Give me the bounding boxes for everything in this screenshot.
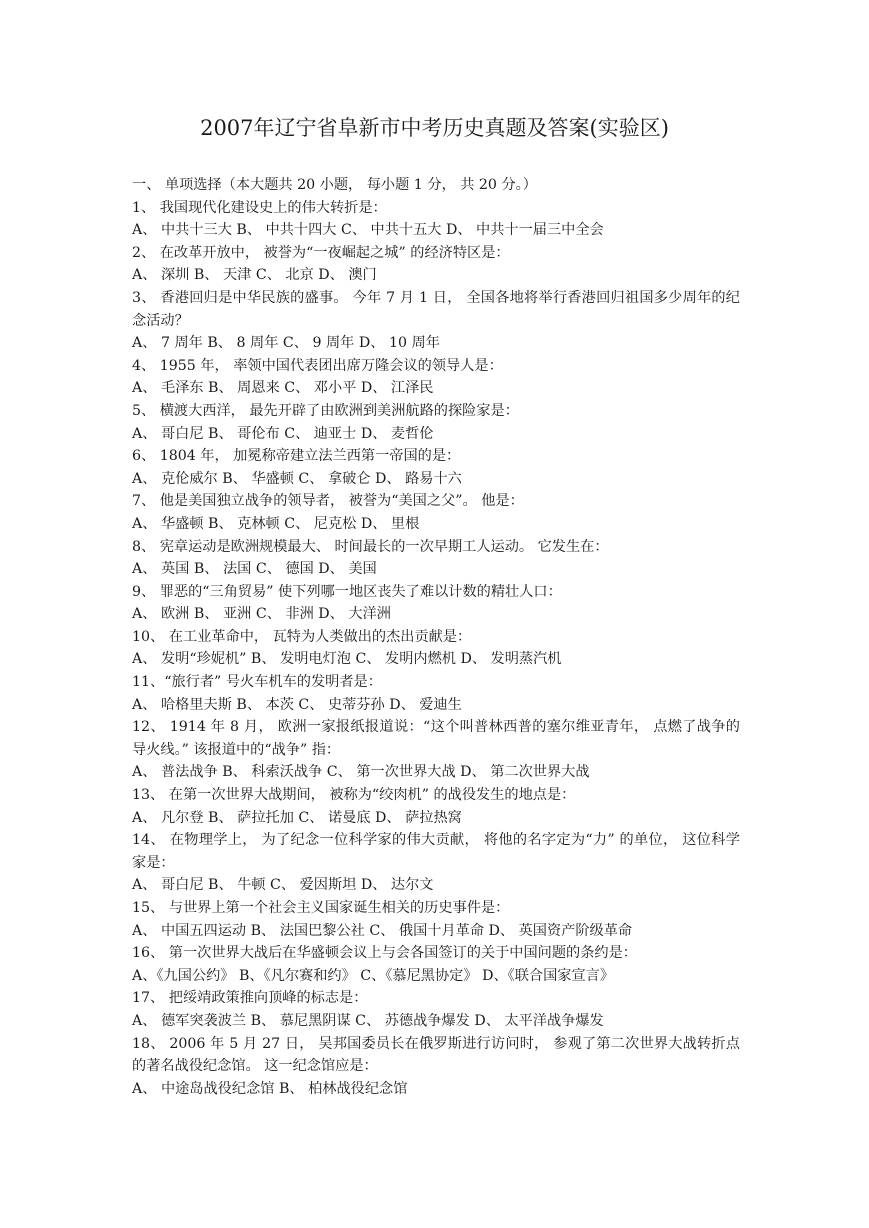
question-options: A、 毛泽东 B、 周恩来 C、 邓小平 D、 江泽民 (132, 380, 434, 397)
question-stem: 11、“旅行者” 号火车机车的发明者是： (132, 674, 382, 691)
question-options: A、 英国 B、 法国 C、 德国 D、 美国 (132, 561, 377, 578)
question-stem: 17、 把绥靖政策推向顶峰的标志是： (132, 990, 368, 1007)
question-options: A、 普法战争 B、 科索沃战争 C、 第一次世界大战 D、 第二次世界大战 (132, 764, 590, 781)
question-options: A、 中国五四运动 B、 法国巴黎公社 C、 俄国十月革命 D、 英国资产阶级革命 (132, 922, 633, 939)
question-stem: 15、 与世界上第一个社会主义国家诞生相关的历史事件是： (132, 900, 510, 916)
question-stem: 16、 第一次世界大战后在华盛顿会议上与会各国签订的关于中国问题的条约是： (132, 945, 637, 962)
question-stem: 13、 在第一次世界大战期间， 被称为“绞肉机” 的战役发生的地点是： (132, 787, 576, 804)
question-stem: 4、 1955 年， 率领中国代表团出席万隆会议的领导人是： (132, 357, 503, 374)
question-options: A、 华盛顿 B、 克林顿 C、 尼克松 D、 里根 (132, 515, 420, 532)
question-options: A、 德军突袭波兰 B、 慕尼黑阴谋 C、 苏德战争爆发 D、 太平洋战争爆发 (132, 1012, 604, 1029)
question-options: A、《九国公约》 B、《凡尔赛和约》 C、《慕尼黑协定》 D、《联合国家宣言》 (132, 967, 615, 984)
question-stem: 1、 我国现代化建设史上的伟大转折是： (132, 199, 387, 216)
question-options: A、 中共十三大 B、 中共十四大 C、 中共十五大 D、 中共十一届三中全会 (132, 222, 604, 239)
question-stem: 14、 在物理学上， 为了纪念一位科学家的伟大贡献， 将他的名字定为“力” 的单位， 这位科学家是： (132, 832, 740, 871)
section-heading: 一、 单项选择（本大题共 20 小题， 每小题 1 分， 共 20 分。） (132, 177, 537, 193)
question-options: A、 凡尔登 B、 萨拉托加 C、 诺曼底 D、 萨拉热窝 (132, 809, 462, 826)
question-options: A、 哥白尼 B、 哥伦布 C、 迪亚士 D、 麦哲伦 (132, 425, 434, 442)
question-options: A、 哥白尼 B、 牛顿 C、 爱因斯坦 D、 达尔文 (132, 877, 434, 894)
question-stem: 18、 2006 年 5 月 27 日， 吴邦国委员长在俄罗斯进行访问时， 参观了第二次世界大战转折点的著名战役纪念馆。 这一纪念馆应是： (132, 1035, 740, 1075)
question-stem: 8、 宪章运动是欧洲规模最大、 时间最长的一次早期工人运动。 它发生在： (132, 538, 609, 555)
question-options: A、 发明“珍妮机” B、 发明电灯泡 C、 发明内燃机 D、 发明蒸汽机 (132, 651, 562, 668)
question-options: A、 哈格里夫斯 B、 本茨 C、 史蒂芬孙 D、 爱迪生 (132, 696, 462, 713)
question-stem: 7、 他是美国独立战争的领导者， 被誉为“美国之父”。 他是： (132, 493, 524, 510)
question-stem: 3、 香港回归是中华民族的盛事。 今年 7 月 1 日， 全国各地将举行香港回归祖国多少周年的纪念活动？ (132, 289, 740, 329)
question-stem: 9、 罪恶的“三角贸易” 使下列哪一地区丧失了难以计数的精壮人口： (132, 583, 562, 600)
question-list (132, 174, 740, 1100)
question-options: A、 克伦威尔 B、 华盛顿 C、 拿破仑 D、 路易十六 (132, 470, 462, 487)
question-options: A、 深圳 B、 天津 C、 北京 D、 澳门 (132, 267, 377, 284)
question-options: A、 欧洲 B、 亚洲 C、 非洲 D、 大洋洲 (132, 606, 391, 623)
question-stem: 2、 在改革开放中， 被誉为“一夜崛起之城” 的经济特区是： (132, 244, 510, 261)
document-title: 2007年辽宁省阜新市中考历史真题及答案(实验区) (200, 116, 669, 140)
question-stem: 5、 横渡大西洋， 最先开辟了由欧洲到美洲航路的探险家是： (132, 402, 519, 419)
question-stem: 6、 1804 年， 加冕称帝建立法兰西第一帝国的是： (132, 448, 461, 465)
question-stem: 10、 在工业革命中， 瓦特为人类做出的杰出贡献是： (132, 628, 472, 645)
question-options: A、 中途岛战役纪念馆 B、 柏林战役纪念馆 (132, 1080, 408, 1097)
question-stem: 12、 1914 年 8 月， 欧洲一家报纸报道说：“这个叫普林西普的塞尔维亚青年， 点燃了战争的导火线。” 该报道中的“战争” 指： (132, 719, 740, 758)
question-options: A、 7 周年 B、 8 周年 C、 9 周年 D、 10 周年 (132, 335, 440, 352)
